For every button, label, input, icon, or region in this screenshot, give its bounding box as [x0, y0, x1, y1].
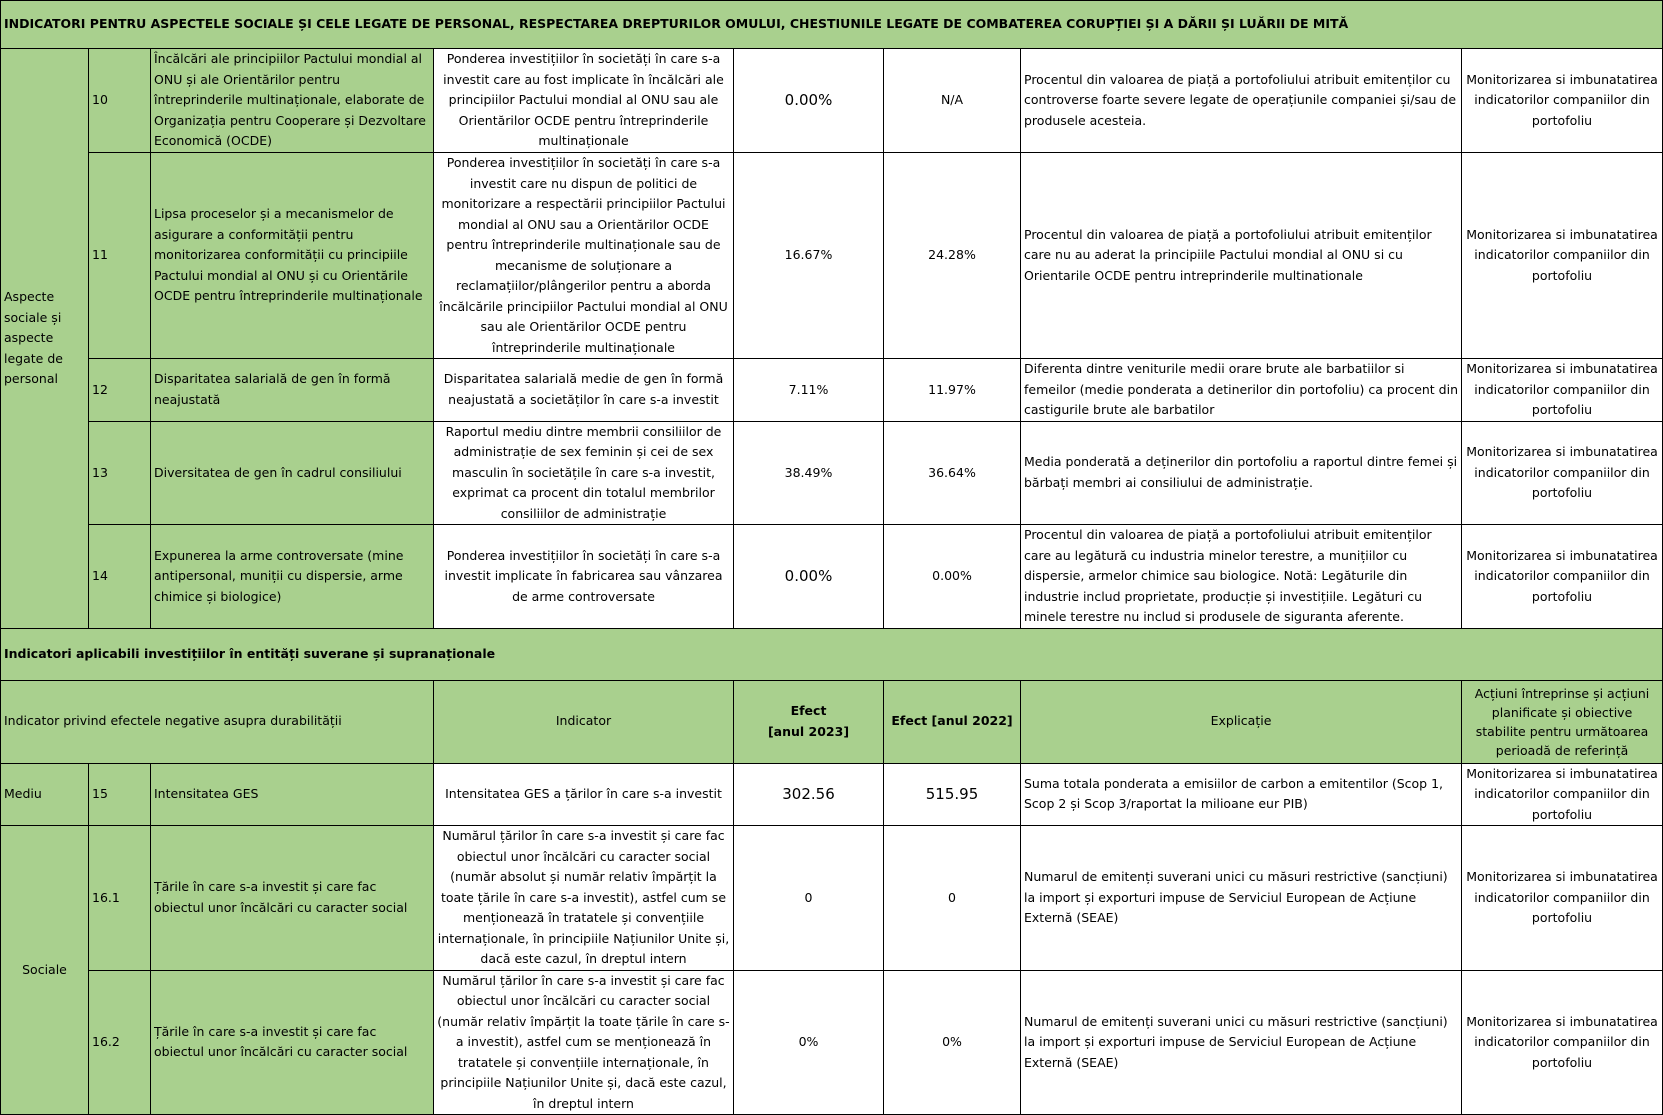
indicator-name: Lipsa proceselor și a mecanismelor de asigurare a conformității pentru monitorizarea conformității cu principiile Pactului mondial al ONU și cu Orientările OCDE pentru întreprinderile multinaționale [151, 153, 434, 359]
value-2022: 24.28% [884, 153, 1021, 359]
value-2023: 302.56 [734, 763, 884, 826]
section-title-row [1, 1, 1663, 49]
indicator-description: Intensitatea GES a țărilor în care s-a investit [434, 763, 734, 826]
header-explanation: Explicație [1021, 680, 1462, 763]
indicator-name: Țările în care s-a investit și care fac obiectul unor încălcări cu caracter social [151, 826, 434, 971]
table-row [1, 970, 1663, 1115]
env-label: Mediu [1, 763, 89, 826]
table-row [1, 421, 1663, 525]
value-2023: 0% [734, 970, 884, 1115]
header-effect-2023-line1: Efect [790, 703, 827, 718]
explanation: Numarul de emitenți suverani unici cu măsuri restrictive (sancțiuni) la import și exporturi impuse de Serviciul European de Acțiune Externă (SEAE) [1021, 970, 1462, 1115]
header-row [1, 680, 1663, 763]
header-indicator-effects: Indicator privind efectele negative asupra durabilității [1, 680, 434, 763]
indicator-number: 16.2 [89, 970, 151, 1115]
indicator-number: 10 [89, 49, 151, 153]
explanation: Procentul din valoarea de piață a portofoliului atribuit emitenților cu controverse foarte severe legate de operațiunile companiei și/sau de produsele acesteia. [1021, 49, 1462, 153]
value-2022: 0.00% [884, 525, 1021, 629]
indicator-description: Ponderea investițiilor în societăți în care s-a investit care au fost implicate în încălcări ale principiilor Pactului mondial al ONU sau ale Orientărilor OCDE pentru întreprinderile multinaționale [434, 49, 734, 153]
value-2022: 515.95 [884, 763, 1021, 826]
indicator-name: Intensitatea GES [151, 763, 434, 826]
indicator-description: Disparitatea salarială medie de gen în formă neajustată a societăților în care s-a investit [434, 359, 734, 422]
header-effect-2023-line2: [anul 2023] [767, 723, 850, 739]
actions: Monitorizarea si imbunatatirea indicatorilor companiilor din portofoliu [1462, 49, 1663, 153]
explanation: Procentul din valoarea de piață a portofoliului atribuit emitenților care nu au aderat la principiile Pactului mondial al ONU si cu Orientarile OCDE pentru intreprinderile multinationale [1021, 153, 1462, 359]
section-title-row [1, 628, 1663, 680]
value-2022: 0% [884, 970, 1021, 1115]
actions: Monitorizarea si imbunatatirea indicatorilor companiilor din portofoliu [1462, 153, 1663, 359]
value-2022: 36.64% [884, 421, 1021, 525]
actions: Monitorizarea si imbunatatirea indicatorilor companiilor din portofoliu [1462, 826, 1663, 971]
value-2023: 38.49% [734, 421, 884, 525]
indicator-number: 14 [89, 525, 151, 629]
header-effect-2022: Efect [anul 2022] [884, 680, 1021, 763]
indicator-number: 11 [89, 153, 151, 359]
actions: Monitorizarea si imbunatatirea indicatorilor companiilor din portofoliu [1462, 525, 1663, 629]
explanation: Procentul din valoarea de piață a portofoliului atribuit emitenților care au legătură cu industria minelor terestre, a munițiilor cu dispersie, armelor chimice sau biologice. Notă: Legăturile din industrie includ proprietate, producție și investițiile. Legături cu minele terestre nu includ si produsele de siguranta aferente. [1021, 525, 1462, 629]
indicator-number: 13 [89, 421, 151, 525]
indicator-number: 12 [89, 359, 151, 422]
actions: Monitorizarea si imbunatatirea indicatorilor companiilor din portofoliu [1462, 359, 1663, 422]
value-2023: 0.00% [734, 525, 884, 629]
table-row [1, 359, 1663, 422]
value-2022: 0 [884, 826, 1021, 971]
header-actions: Acțiuni întreprinse și acțiuni planificate și obiective stabilite pentru următoarea perioadă de referință [1462, 680, 1663, 763]
value-2023: 7.11% [734, 359, 884, 422]
table-row [1, 49, 1663, 153]
indicator-name: Țările în care s-a investit și care fac obiectul unor încălcări cu caracter social [151, 970, 434, 1115]
table-row [1, 153, 1663, 359]
value-2023: 0 [734, 826, 884, 971]
indicator-name: Disparitatea salarială de gen în formă neajustată [151, 359, 434, 422]
actions: Monitorizarea si imbunatatirea indicatorilor companiilor din portofoliu [1462, 763, 1663, 826]
value-2023: 16.67% [734, 153, 884, 359]
indicator-description: Numărul țărilor în care s-a investit și care fac obiectul unor încălcări cu caracter social (număr absolut și număr relativ împărțit la toate țările în care s-a investit), astfel cum se menționează în tratatele și convențiile internaționale, în principiile Națiunilor Unite și, dacă este cazul, în dreptul intern [434, 826, 734, 971]
explanation: Diferenta dintre veniturile medii orare brute ale barbatiilor si femeilor (medie ponderata a detinerilor din portofoliu) ca procent din castigurile brute ale barbatilor [1021, 359, 1462, 422]
indicator-name: Încălcări ale principiilor Pactului mondial al ONU și ale Orientărilor pentru întreprinderile multinaționale, elaborate de Organizația pentru Cooperare și Dezvoltare Economică (OCDE) [151, 49, 434, 153]
value-2023: 0.00% [734, 49, 884, 153]
table-row [1, 525, 1663, 629]
group-label: Aspecte sociale și aspecte legate de personal [1, 49, 89, 629]
table-row [1, 763, 1663, 826]
indicator-name: Expunerea la arme controversate (mine antipersonal, muniții cu dispersie, arme chimice și biologice) [151, 525, 434, 629]
section-title: Indicatori aplicabili investițiilor în entități suverane și supranaționale [1, 628, 1663, 680]
indicator-number: 15 [89, 763, 151, 826]
indicator-description: Numărul țărilor în care s-a investit și care fac obiectul unor încălcări cu caracter social (număr relativ împărțit la toate țările în care s-a investit), astfel cum se menționează în tratatele și convențiile internaționale, în principiile Națiunilor Unite și, dacă este cazul, în dreptul intern [434, 970, 734, 1115]
indicator-description: Raportul mediu dintre membrii consiliilor de administrație de sex feminin și cei de sex masculin în societățile în care s-a investit, exprimat ca procent din totalul membrilor consiliilor de administrație [434, 421, 734, 525]
section-title: INDICATORI PENTRU ASPECTELE SOCIALE ȘI CELE LEGATE DE PERSONAL, RESPECTAREA DREPTURILOR OMULUI, CHESTIUNILE LEGATE DE COMBATEREA CORUPȚIEI ȘI A DĂRII ȘI LUĂRII DE MITĂ [1, 1, 1663, 49]
indicator-description: Ponderea investițiilor în societăți în care s-a investit care nu dispun de politici de monitorizare a respectării principiilor Pactului mondial al ONU sau a Orientărilor OCDE pentru întreprinderile multinaționale sau de mecanisme de soluționare a reclamațiilor/plângerilor pentru a aborda încălcările principiilor Pactului mondial al ONU sau ale Orientărilor OCDE pentru întreprinderile multinaționale [434, 153, 734, 359]
actions: Monitorizarea si imbunatatirea indicatorilor companiilor din portofoliu [1462, 970, 1663, 1115]
explanation: Suma totala ponderata a emisiilor de carbon a emitentilor (Scop 1, Scop 2 și Scop 3/raportat la milioane eur PIB) [1021, 763, 1462, 826]
table-row [1, 826, 1663, 971]
actions: Monitorizarea si imbunatatirea indicatorilor companiilor din portofoliu [1462, 421, 1663, 525]
explanation: Numarul de emitenți suverani unici cu măsuri restrictive (sancțiuni) la import și exporturi impuse de Serviciul European de Acțiune Externă (SEAE) [1021, 826, 1462, 971]
value-2022: N/A [884, 49, 1021, 153]
indicator-description: Ponderea investițiilor în societăți în care s-a investit implicate în fabricarea sau vânzarea de arme controversate [434, 525, 734, 629]
indicator-name: Diversitatea de gen în cadrul consiliului [151, 421, 434, 525]
header-indicator: Indicator [434, 680, 734, 763]
value-2022: 11.97% [884, 359, 1021, 422]
indicator-number: 16.1 [89, 826, 151, 971]
header-effect-2023 [734, 680, 884, 763]
explanation: Media ponderată a deținerilor din portofoliu a raportul dintre femei și bărbați membri ai consiliului de administrație. [1021, 421, 1462, 525]
social-label: Sociale [1, 826, 89, 1115]
